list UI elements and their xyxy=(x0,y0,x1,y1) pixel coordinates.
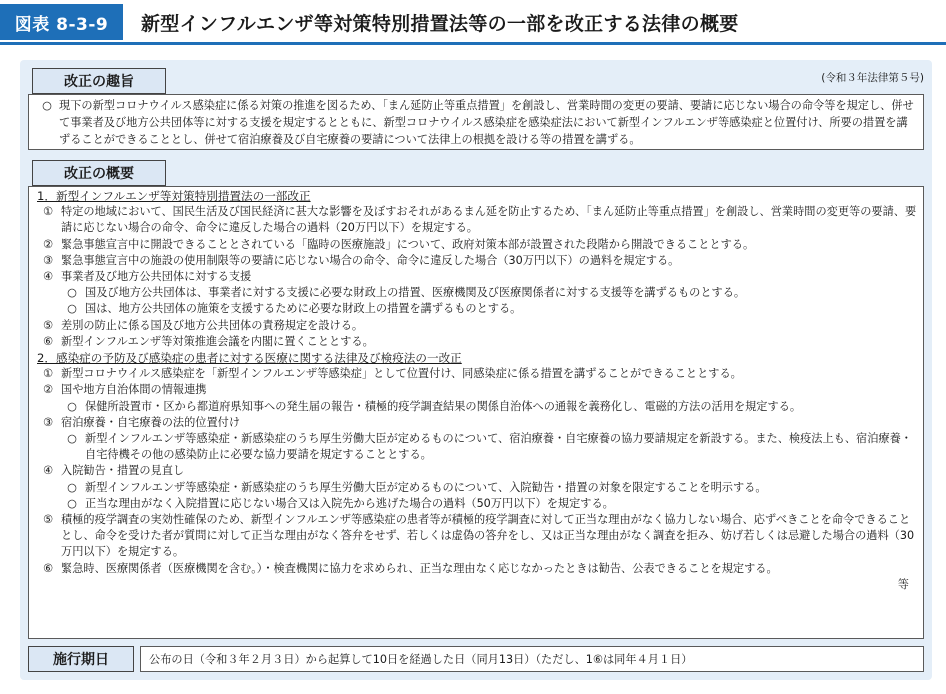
item-number: ① xyxy=(42,205,54,219)
section2-list xyxy=(35,366,917,577)
item-text: 特定の地域において、国民生活及び国民経済に甚大な影響を及ぼすおそれがあるまん延を防止するため、「まん延防止等重点措置」を創設し、営業時間の変更等の要請、要請に応じない場合の命令、命令に違反した場合の過料（20万円以下）を規定する。 xyxy=(61,205,917,235)
item-number: ⑥ xyxy=(42,561,54,575)
list-item xyxy=(35,204,917,236)
item-number: ① xyxy=(42,367,54,381)
item-text: 正当な理由がなく入院措置に応じない場合又は入院先から逃げた場合の過料（50万円以下）を規定する。 xyxy=(85,496,614,510)
item-text: 新型インフルエンザ等感染症・新感染症のうち厚生労働大臣が定めるものについて、入院勧告・措置の対象を限定することを明示する。 xyxy=(85,480,767,494)
sub-list-item xyxy=(35,431,917,463)
etc-note: 等 xyxy=(897,577,909,591)
list-item xyxy=(35,269,917,285)
list-item xyxy=(35,382,917,398)
figure-label: 図表 8-3-9 xyxy=(0,4,123,40)
item-number: ③ xyxy=(42,253,54,267)
section2-heading: 2．感染症の予防及び感染症の患者に対する医療に関する法律及び検疫法の一改正 xyxy=(37,351,462,366)
item-number: ⑤ xyxy=(42,513,54,527)
bullet-mark: ○ xyxy=(42,99,52,112)
item-number: ○ xyxy=(67,496,77,510)
item-text: 保健所設置市・区から都道府県知事への発生届の報告・積極的疫学調査結果の関係自治体への通報を義務化し、電磁的方法の活用を規定する。 xyxy=(85,399,802,413)
list-item xyxy=(35,237,917,253)
item-number: ○ xyxy=(67,399,77,413)
purpose-text: 現下の新型コロナウイルス感染症に係る対策の推進を図るため、「まん延防止等重点措置」を創設し、営業時間の変更の要請、要請に応じない場合の命令等を規定し、併せて事業者及び地方公共団体等に対する支援を規定するとともに、新型コロナウイルス感染症を感染症法において新型インフルエンザ等感染症と位置付け、所要の措置を講ずることができることとし、併せて宿泊療養及び自宅療養の要請について法律上の根拠を設ける等の措置を講ずる。 xyxy=(59,99,914,146)
item-text: 入院勧告・措置の見直し xyxy=(61,464,185,478)
list-item xyxy=(35,463,917,479)
header-rule xyxy=(0,42,946,45)
item-number: ③ xyxy=(42,415,54,429)
list-item xyxy=(35,561,917,577)
item-text: 積極的疫学調査の実効性確保のため、新型インフルエンザ等感染症の患者等が積極的疫学調査に対して正当な理由がなく協力しない場合、応ずべきことを命令できることとし、命令を受けた者が質問に対して正当な理由がなく答弁をせず、若しくは虚偽の答弁をし、又は正当な理由がなく調査を拒み、妨げ若しくは忌避した場合の過料（30万円以下）を規定する。 xyxy=(61,513,915,559)
purpose-box xyxy=(28,94,924,150)
section1-list xyxy=(35,204,917,350)
list-item xyxy=(35,512,917,561)
item-text: 緊急事態宣言中に開設できることとされている「臨時の医療施設」について、政府対策本部が設置された段階から開設できることとする。 xyxy=(61,237,755,251)
item-text: 差別の防止に係る国及び地方公共団体の責務規定を設ける。 xyxy=(61,318,364,332)
item-number: ⑤ xyxy=(42,318,54,332)
item-number: ② xyxy=(42,383,54,397)
sub-list-item xyxy=(35,285,917,301)
item-number: ⑥ xyxy=(42,334,54,348)
enforcement-box xyxy=(140,646,924,672)
list-item xyxy=(35,334,917,350)
list-item xyxy=(35,415,917,431)
item-text: 緊急事態宣言中の施設の使用制限等の要請に応じない場合の命令、命令に違反した場合（30万円以下）の過料を規定する。 xyxy=(61,253,680,267)
item-number: ○ xyxy=(67,286,77,300)
purpose-row xyxy=(35,97,917,148)
sub-list-item xyxy=(35,399,917,415)
item-number: ○ xyxy=(67,432,77,446)
figure-header xyxy=(0,0,946,44)
item-text: 新型コロナウイルス感染症を「新型インフルエンザ等感染症」として位置付け、同感染症に係る措置を講ずることができることとする。 xyxy=(61,367,742,381)
item-number: ② xyxy=(42,237,54,251)
item-text: 国及び地方公共団体は、事業者に対する支援に必要な財政上の措置、医療機関及び医療関係者に対する支援等を講ずるものとする。 xyxy=(85,286,746,300)
law-number: (令和３年法律第５号) xyxy=(821,72,924,84)
item-number: ○ xyxy=(67,480,77,494)
sub-list-item xyxy=(35,480,917,496)
enforcement-tab: 施行期日 xyxy=(28,646,134,672)
item-text: 国や地方自治体間の情報連携 xyxy=(61,383,207,397)
item-text: 新型インフルエンザ等対策推進会議を内閣に置くこととする。 xyxy=(61,334,374,348)
item-text: 事業者及び地方公共団体に対する支援 xyxy=(61,270,252,284)
item-text: 新型インフルエンザ等感染症・新感染症のうち厚生労働大臣が定めるものについて、宿泊療養・自宅療養の協力要請規定を新設する。また、検疫法上も、宿泊療養・自宅待機その他の感染防止に必要な協力要請を規定することとする。 xyxy=(85,432,912,462)
item-number: ④ xyxy=(42,270,54,284)
outline-box xyxy=(28,186,924,639)
list-item xyxy=(35,366,917,382)
item-text: 国は、地方公共団体の施策を支援するために必要な財政上の措置を講ずるものとする。 xyxy=(85,302,522,316)
outline-tab: 改正の概要 xyxy=(32,160,166,186)
enforcement-text: 公布の日（令和３年２月３日）から起算して10日を経過した日（同月13日）（ただし、1⑥は同年４月１日） xyxy=(149,653,693,666)
item-text: 緊急時、医療関係者（医療機関を含む。）・検査機関に協力を求められ、正当な理由なく応じなかったときは勧告、公表できることを規定する。 xyxy=(61,561,778,575)
purpose-tab: 改正の趣旨 xyxy=(32,68,166,94)
section1-heading: 1．新型インフルエンザ等対策特別措置法の一部改正 xyxy=(37,189,311,203)
item-number: ④ xyxy=(42,464,54,478)
sub-list-item xyxy=(35,301,917,317)
item-text: 宿泊療養・自宅療養の法的位置付け xyxy=(61,415,241,429)
list-item xyxy=(35,253,917,269)
sub-list-item xyxy=(35,496,917,512)
list-item xyxy=(35,318,917,334)
item-number: ○ xyxy=(67,302,77,316)
figure-title: 新型インフルエンザ等対策特別措置法等の一部を改正する法律の概要 xyxy=(141,12,739,35)
